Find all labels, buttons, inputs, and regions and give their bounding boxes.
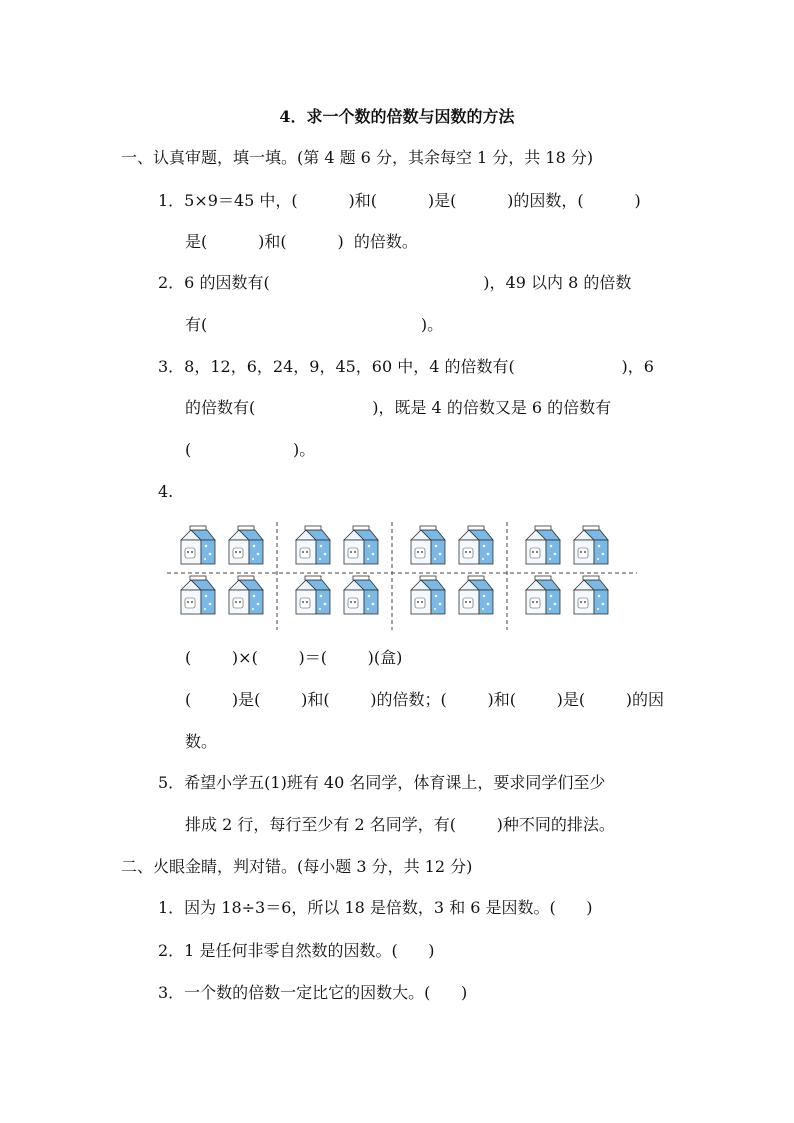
milk-carton-icon xyxy=(411,576,445,614)
milk-carton-icon xyxy=(526,526,560,564)
milk-carton-icon xyxy=(344,576,378,614)
milk-carton-icon xyxy=(344,526,378,564)
q5-line-1: 5．希望小学五(1)班有 40 名同学，体育课上，要求同学们至少 xyxy=(158,773,606,792)
q4-line-3: 数。 xyxy=(185,732,218,751)
judge-q2: 2．1 是任何非零自然数的因数。( ) xyxy=(158,941,435,960)
milk-carton-icon xyxy=(181,526,215,564)
judge-q1: 1．因为 18÷3＝6，所以 18 是倍数，3 和 6 是因数。( ) xyxy=(158,898,593,917)
section1-heading: 一、认真审题，填一填。(第 4 题 6 分，其余每空 1 分，共 18 分) xyxy=(121,148,594,167)
q3-line-3: ( )。 xyxy=(185,440,316,459)
milk-carton-icon xyxy=(459,526,493,564)
milk-carton-icon xyxy=(459,576,493,614)
q4-line-1: ( )×( )＝( )(盒) xyxy=(185,648,403,667)
milk-carton-icon xyxy=(574,526,608,564)
milk-carton-icon xyxy=(411,526,445,564)
page-title: 4．求一个数的倍数与因数的方法 xyxy=(279,107,515,126)
milk-carton-icon xyxy=(229,526,263,564)
q3-line-1: 3．8，12，6，24，9，45，60 中，4 的倍数有( )，6 xyxy=(158,357,654,376)
q4-line-2: ( )是( )和( )的倍数；( )和( )是( )的因 xyxy=(185,690,665,709)
q5-line-2: 排成 2 行，每行至少有 2 名同学，有( )种不同的排法。 xyxy=(185,815,615,834)
q1-line-1: 1．5×9＝45 中，( )和( )是( )的因数，( ) xyxy=(158,191,641,210)
milk-carton-icon xyxy=(296,526,330,564)
q1-line-2: 是( )和( ) 的倍数。 xyxy=(185,232,418,251)
milk-carton-icon xyxy=(296,576,330,614)
milk-carton-icon xyxy=(229,576,263,614)
milk-carton-figure xyxy=(165,518,645,634)
q3-line-2: 的倍数有( )，既是 4 的倍数又是 6 的倍数有 xyxy=(185,398,612,417)
milk-carton-icon xyxy=(181,576,215,614)
q2-line-2: 有( )。 xyxy=(185,315,444,334)
q4-number: 4. xyxy=(158,482,174,501)
judge-q3: 3．一个数的倍数一定比它的因数大。( ) xyxy=(158,983,468,1002)
section2-heading: 二、火眼金睛，判对错。(每小题 3 分，共 12 分) xyxy=(121,857,473,876)
milk-carton-icon xyxy=(526,576,560,614)
milk-carton-icon xyxy=(574,576,608,614)
q2-line-1: 2．6 的因数有( )，49 以内 8 的倍数 xyxy=(158,273,632,292)
